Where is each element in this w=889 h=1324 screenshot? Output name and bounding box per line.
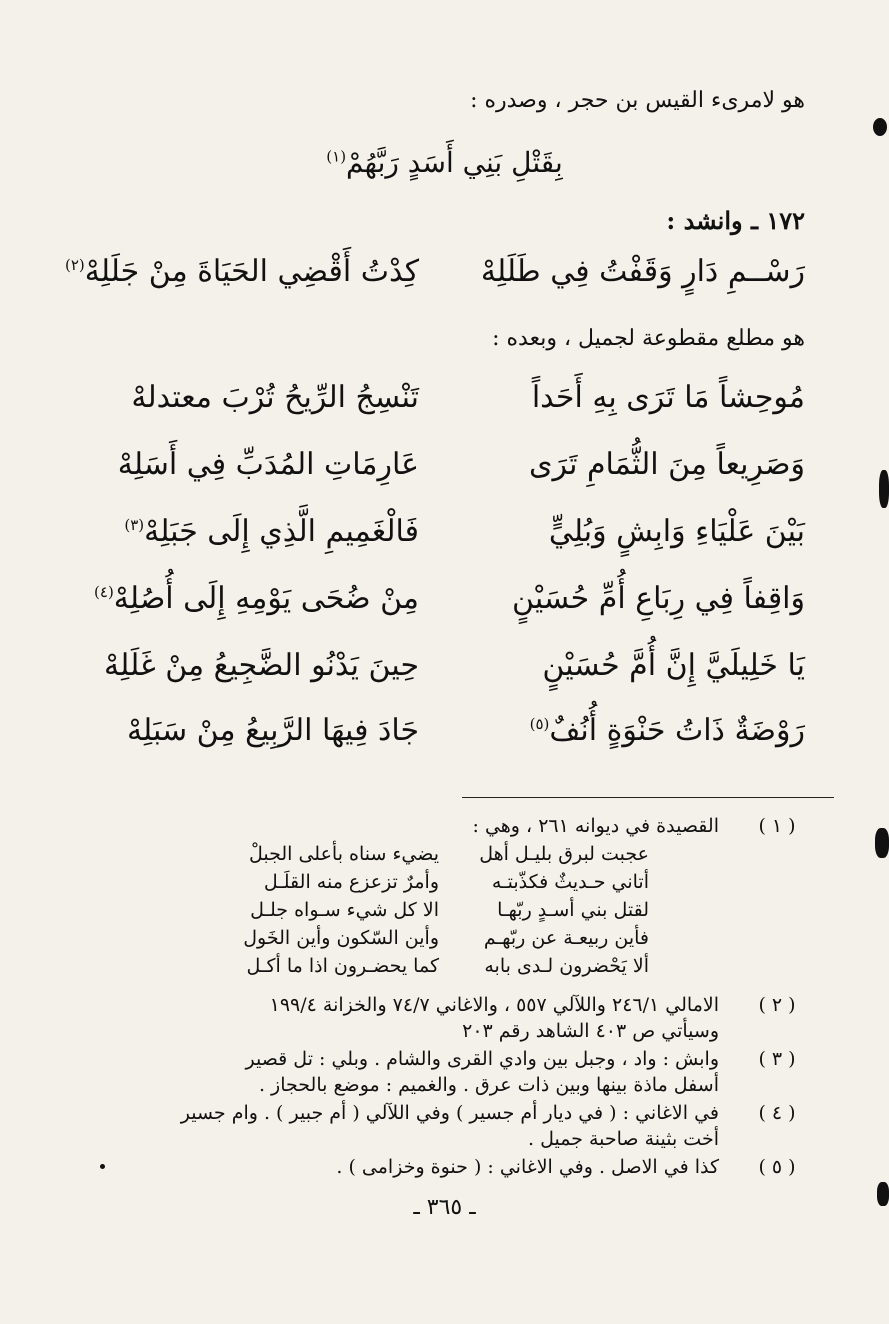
poem-verse-5-left [89, 648, 419, 683]
poem-verse-6-left [89, 713, 419, 748]
poem-verse-3-right: بَيْنَ عَلْيَاءِ وَابِشٍ وَبُلِيٍّ [548, 514, 805, 549]
footnote-3-number: ( ٣ ) [758, 1048, 796, 1070]
footnote-1-poem-line-2b: وأمرٌ تزعزع منه القلَـل [263, 871, 439, 893]
poem-verse-6-right [505, 713, 805, 748]
footnote-1-poem-line-1b: يضيء سناه بأعلى الجبلْ [248, 843, 439, 865]
poem-verse-1-right: مُوحِشاً مَا تَرَى بِهِ أَحَداً [531, 380, 805, 415]
footnote-1-poem-line-4a: فأين ربيعـة عن ربّهـم [483, 927, 649, 949]
poem-note-line: هو مطلع مقطوعة لجميل ، وبعده : [492, 326, 805, 351]
footnote-2-number: ( ٢ ) [758, 994, 796, 1016]
footnote-1-poem-line-5a: ألا يَحْضرون لـدى بابه [484, 955, 649, 977]
poem-verse-5-left-text: حِينَ يَدْنُو الضَّجِيعُ مِنْ غَلَلِهْ [104, 648, 419, 683]
footnote-mark-1: (١) [326, 147, 347, 166]
poem-verse-1-left [89, 380, 419, 415]
poem-verse-6-right-text: رَوْضَةٌ ذَاتُ حَنْوَةٍ أُنُفٌ [549, 713, 805, 748]
poem-verse-4-left-text: مِنْ ضُحَى يَوْمِهِ إِلَى أُصُلِهْ [113, 581, 419, 616]
footnote-mark-2: (٢) [64, 256, 85, 274]
footnote-1-poem-line-4b: وأين السّكون وأين الخَول [243, 927, 439, 949]
entry-number-heading: ١٧٢ ـ وانشد : [666, 206, 805, 235]
poem-verse-1-left-text: تَنْسِجُ الرِّيحُ تُرْبَ معتدلهْ [131, 380, 419, 415]
footnote-5-text: كذا في الاصل . وفي الاغاني : ( حنوة وخزامى ) . [336, 1156, 719, 1178]
footnote-divider [462, 797, 834, 798]
poem-verse-6-left-text: جَادَ فِيهَا الرَّبِيعُ مِنْ سَبَلِهْ [126, 713, 419, 748]
verse-172-left-hemistich [64, 254, 419, 289]
page-number: ـ ٣٦٥ ـ [413, 1195, 476, 1220]
footnote-4-line-2: أخت بثينة صاحبة جميل . [528, 1128, 719, 1150]
footnote-1-number: ( ١ ) [758, 815, 796, 837]
footnote-1-poem-line-1a: عجبت لبرق بليـل أهل [479, 843, 649, 865]
margin-ink-blot-top [873, 118, 887, 136]
footnote-mark-3: (٣) [124, 516, 145, 534]
stray-dot [100, 1164, 105, 1169]
footnote-1-poem-line-3a: لقتل بني أسـدٍ ربّهـا [497, 899, 649, 921]
footnote-3-line-2: أسفل ماذة بينها وبين ذات عرق . والغميم : موضع بالحجاز . [258, 1074, 719, 1096]
footnote-1-poem-line-3b: الا كل شيء سـواه جلـل [250, 899, 439, 921]
verse-172-left-text: كِدْتُ أَقْضِي الحَيَاةَ مِنْ جَلَلِهْ [84, 254, 419, 289]
poem-verse-2-right: وَصَرِيعاً مِنَ الثُّمَامِ تَرَى [529, 447, 805, 482]
margin-ink-blot-bottom [877, 1182, 889, 1206]
footnote-1-poem-line-2a: أتاني حـديثٌ فكذّبتـه [491, 871, 649, 893]
poem-verse-5-right: يَا خَلِيلَيَّ إِنَّ أُمَّ حُسَيْنٍ [542, 648, 805, 683]
footnote-4-line-1: في الاغاني : ( في ديار أم جسير ) وفي اللآلي ( أم جبير ) . وام جسير [180, 1102, 719, 1124]
footnote-3-line-1: وابش : واد ، وجبل بين وادي القرى والشام . وبلي : تل قصير [245, 1048, 719, 1070]
footnote-4-number: ( ٤ ) [758, 1102, 796, 1124]
footnote-5-number: ( ٥ ) [758, 1156, 796, 1178]
footnote-1-text: القصيدة في ديوانه ٢٦١ ، وهي : [472, 815, 719, 837]
poem-verse-4-right: وَاقِفاً فِي رِبَاعِ أُمِّ حُسَيْنٍ [512, 581, 805, 616]
poem-verse-3-left [89, 514, 419, 549]
verse-172-right-hemistich: رَسْــمِ دَارٍ وَقَفْتُ فِي طَلَلِهْ [480, 254, 805, 289]
footnote-2-line-2: وسيأتي ص ٤٠٣ الشاهد رقم ٢٠٣ [462, 1020, 719, 1042]
intro-line: هو لامرىء القيس بن حجر ، وصدره : [470, 88, 805, 113]
poem-verse-2-left [89, 447, 419, 482]
margin-ink-blot-middle [879, 470, 889, 508]
footnote-mark-5: (٥) [529, 715, 550, 733]
footnote-mark-4: (٤) [94, 583, 114, 601]
poem-verse-2-left-text: عَارِمَاتِ المُدَبِّ فِي أَسَلِهْ [117, 447, 419, 482]
poem-verse-4-left [89, 581, 419, 616]
margin-ink-blot-lower [875, 828, 889, 858]
poem-verse-3-left-text: فَالْغَمِيمِ الَّذِي إِلَى جَبَلِهْ [144, 514, 419, 549]
footnote-2-line-1: الامالي ٢٤٦/١ واللآلي ٥٥٧ ، والاغاني ٧٤/٧ والخزانة ١٩٩/٤ [269, 994, 719, 1016]
sadr-hemistich [0, 146, 889, 179]
footnote-1-poem-line-5b: كما يحضـرون اذا ما أكـل [246, 955, 439, 977]
sadr-text: بِقَتْلِ بَنِي أَسَدٍ رَبَّهُمْ [346, 146, 563, 179]
